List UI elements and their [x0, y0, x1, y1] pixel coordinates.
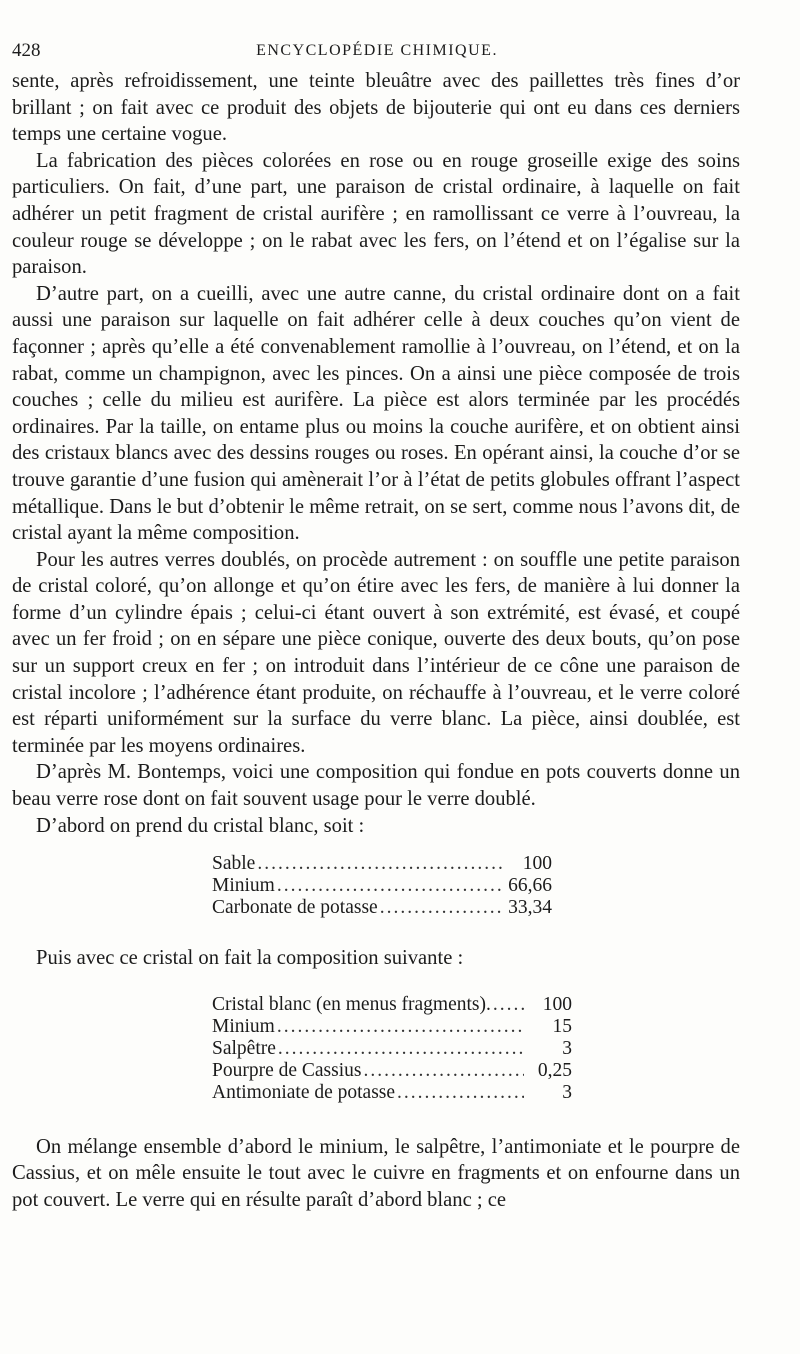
- page-number: 428: [12, 40, 41, 61]
- recipe-row: [212, 994, 572, 1016]
- paragraph-white-crystal-intro: D’abord on prend du cristal blanc, soit :: [36, 814, 365, 837]
- ingredient-quantity: 100: [542, 993, 572, 1015]
- ingredient-name: Sable: [212, 853, 256, 875]
- paragraph-composition-intro: Puis avec ce cristal on fait la composition suivante :: [36, 947, 464, 970]
- ingredient-name: Salpêtre: [212, 1037, 276, 1059]
- paragraph-pink-pieces: La fabrication des pièces colorées en rose ou en rouge groseille exige des soins particuliers. On fait, d’une part, une paraison de cristal ordinaire, à laquelle on fait adhérer un petit fragment de cristal aurifère ; en ramollissant ce verre à l’ouvreau, la couleur rouge se développe ; on le rabat avec les fers, on l’étend et on l’égalise sur la paraison.: [12, 149, 740, 279]
- paragraph-final: On mélange ensemble d’abord le minium, le salpêtre, l’antimoniate et le pourpre de Cassius, et on mêle ensuite le tout avec le cuivre en fragments et on enfourne dans un pot couvert. Le verre qui en résulte paraît d’abord blanc ; ce: [12, 1135, 740, 1211]
- spacer: [12, 1122, 740, 1134]
- ingredient-name: Carbonate de potasse: [212, 897, 378, 919]
- recipe-row: [212, 1082, 572, 1104]
- ingredient-quantity: 3: [562, 1037, 572, 1059]
- ingredient-quantity: 66,66: [508, 875, 552, 897]
- recipe-row: [212, 1016, 572, 1038]
- ingredient-quantity: 15: [552, 1015, 572, 1037]
- spacer: [12, 937, 740, 945]
- ingredient-name: Cristal blanc (en menus fragments).: [212, 993, 491, 1015]
- leader-dots: [257, 853, 504, 875]
- leader-dots: [493, 994, 524, 1016]
- ingredient-quantity: 0,25: [537, 1059, 572, 1081]
- paragraph-three-layers: D’autre part, on a cueilli, avec une autre canne, du cristal ordinaire dont on a fait aussi une paraison sur laquelle on fait adhérer celle à deux couches qu’on vient de façonner ; après qu’elle a été convenablement ramollie à l’ouvreau, on l’étend, et on la rabat, comme un champignon, avec les pinces. On a ainsi une pièce composée de trois couches ; celle du milieu est aurifère. La pièce est alors terminée par les procédés ordinaires. Par la taille, on entame plus ou moins la couche aurifère, et on obtient ainsi des cristaux blancs avec des dessins rouges ou roses. En opérant ainsi, la couche d’or se trouve garantie d’une fusion qui amènerait l’or à l’état de petits globules offrant l’aspect métallique. Dans le but d’obtenir le même retrait, on se sert, comme nous l’avons dit, de cristal ayant la même composition.: [12, 282, 740, 545]
- ingredient-name: Antimoniate de potasse: [212, 1081, 396, 1103]
- ingredient-name: Minium: [212, 1015, 275, 1037]
- recipe-row: [212, 897, 552, 919]
- leader-dots: [277, 875, 504, 897]
- recipe-row: [212, 1060, 572, 1082]
- leader-dots: [397, 1082, 524, 1104]
- paragraph-continuation: sente, après refroidissement, une teinte bleuâtre avec des paillettes très fines d’or brillant ; on fait avec ce produit des objets de bijouterie qui ont eu dans ces derniers temps une certaine vogue.: [12, 70, 740, 146]
- leader-dots: [380, 897, 504, 919]
- body-text: [12, 68, 740, 1214]
- ingredient-name: Pourpre de Cassius: [212, 1059, 362, 1081]
- recipe-rose-glass: [212, 994, 572, 1104]
- leader-dots: [277, 1016, 524, 1038]
- recipe-row: [212, 853, 552, 875]
- page-header: [12, 40, 742, 66]
- recipe-row: [212, 1038, 572, 1060]
- recipe-row: [212, 875, 552, 897]
- recipe-white-crystal: [212, 853, 552, 919]
- running-title: ENCYCLOPÉDIE CHIMIQUE.: [256, 42, 498, 59]
- ingredient-name: Minium: [212, 875, 275, 897]
- paragraph-bontemps: D’après M. Bontemps, voici une composition qui fondue en pots couverts donne un beau verre rose dont on fait souvent usage pour le verre doublé.: [12, 761, 740, 811]
- ingredient-quantity: 100: [522, 853, 552, 875]
- leader-dots: [364, 1060, 525, 1082]
- paragraph-other-doubled-glass: Pour les autres verres doublés, on procède autrement : on souffle une petite paraison de cristal coloré, qu’on allonge et qu’on étire avec les fers, de manière à lui donner la forme d’un cylindre épais ; celui-ci étant ouvert à son extrémité, est évasé, et coupé avec un fer froid ; on en sépare une pièce conique, ouverte des deux bouts, qu’on pose sur un support creux en fer ; on introduit dans l’intérieur de ce cône une paraison de cristal incolore ; l’adhérence étant produite, on réchauffe à l’ouvreau, et le verre coloré est réparti uniformément sur la surface du verre blanc. La pièce, ainsi doublée, est terminée par les moyens ordinaires.: [12, 548, 740, 757]
- leader-dots: [278, 1038, 524, 1060]
- ingredient-quantity: 33,34: [508, 897, 552, 919]
- ingredient-quantity: 3: [562, 1081, 572, 1103]
